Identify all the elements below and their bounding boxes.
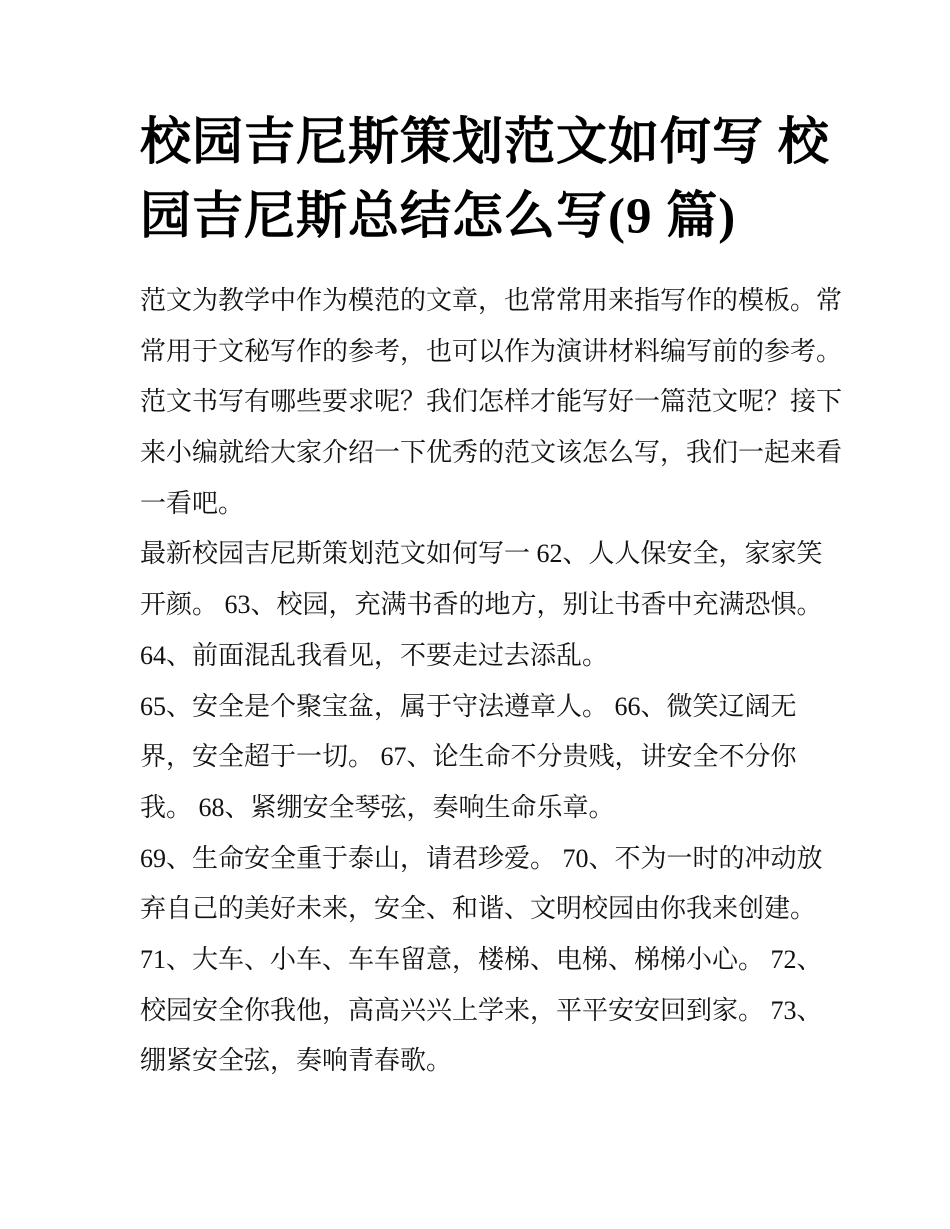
body-line: 我。 68、紧绷安全琴弦，奏响生命乐章。 — [140, 792, 615, 822]
body-line: 常用于文秘写作的参考，也可以作为演讲材料编写前的参考。 — [140, 336, 843, 366]
body-paragraph — [140, 529, 880, 681]
body-line: 绷紧安全弦，奏响青春歌。 — [140, 1046, 453, 1076]
body-paragraph — [140, 682, 880, 834]
body-paragraph — [140, 276, 880, 529]
body-line: 开颜。 63、校园，充满书香的地方，别让书香中充满恐惧。 — [140, 590, 823, 620]
document-body — [140, 276, 880, 1087]
body-line: 范文书写有哪些要求呢？我们怎样才能写好一篇范文呢？接下 — [140, 387, 843, 417]
body-line: 范文为教学中作为模范的文章，也常常用来指写作的模板。常 — [140, 286, 843, 315]
body-line: 64、前面混乱我看见，不要走过去添乱。 — [140, 640, 609, 670]
body-line: 来小编就给大家介绍一下优秀的范文该怎么写，我们一起来看 — [140, 438, 843, 468]
body-line: 校园安全你我他，高高兴兴上学来，平平安安回到家。 73、 — [140, 995, 823, 1025]
body-line: 65、安全是个聚宝盆，属于守法遵章人。 66、微笑辽阔无 — [140, 691, 797, 721]
body-line: 69、生命安全重于泰山，请君珍爱。 70、不为一时的冲动放 — [140, 843, 823, 873]
body-line: 最新校园吉尼斯策划范文如何写一 62、人人保安全，家家笑 — [140, 539, 823, 569]
body-line: 弃自己的美好未来，安全、和谐、文明校园由你我来创建。 — [140, 894, 817, 924]
title-line-2: 园吉尼斯总结怎么写(9 篇) — [140, 189, 737, 245]
body-line: 一看吧。 — [140, 488, 245, 518]
body-line: 71、大车、小车、车车留意，楼梯、电梯、梯梯小心。 72、 — [140, 944, 823, 974]
body-paragraph — [140, 935, 880, 1087]
title-line-1: 校园吉尼斯策划范文如何写 校 — [140, 115, 830, 171]
body-line: 界，安全超于一切。 67、论生命不分贵贱，讲安全不分你 — [140, 742, 797, 772]
page-title — [140, 106, 870, 254]
body-paragraph — [140, 834, 880, 935]
